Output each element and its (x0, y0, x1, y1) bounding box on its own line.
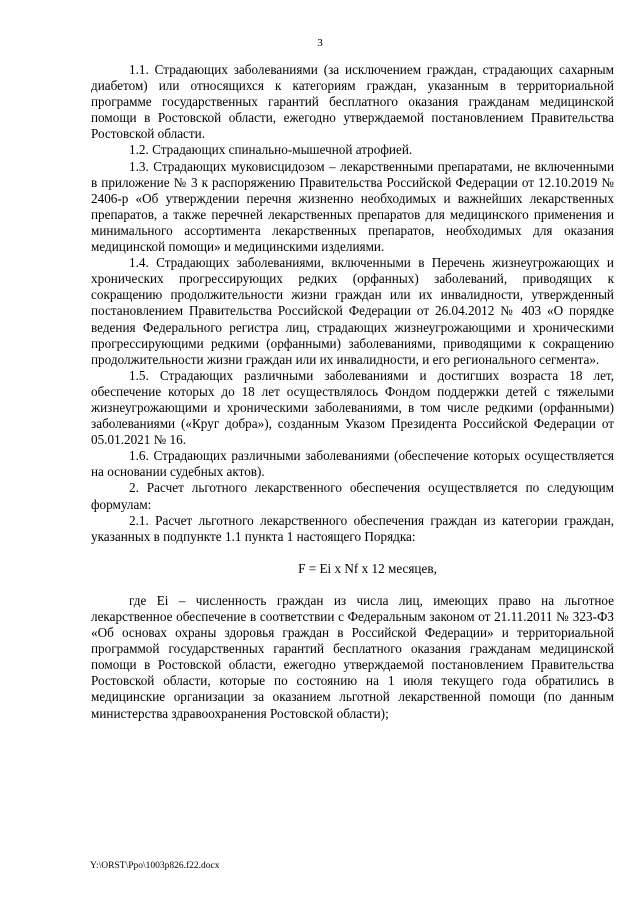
paragraph-2-1: 2.1. Расчет льготного лекарственного обеспечения граждан из категории граждан, указанных в подпункте 1.1 пункта 1 настоящего Порядка: (91, 512, 614, 544)
paragraph-1-1: 1.1. Страдающих заболеваниями (за исключением граждан, страдающих сахарным диабетом) или относящихся к категориям граждан, указанным в территориальной программе государственных гарантий бесплатного оказания гражданам медицинской помощи в Ростовской области, ежегодно утверждаемой постановлением Правительства Ростовской области. (91, 62, 614, 142)
paragraph-1-5: 1.5. Страдающих различными заболеваниями и достигших возраста 18 лет, обеспечение которых до 18 лет осуществлялось Фондом поддержки детей с тяжелыми жизнеугрожающими и хроническими заболеваниями, в том числе редкими (орфанными) заболеваниями («Круг добра»), созданным Указом Президента Российской Федерации от 05.01.2021 № 16. (91, 367, 614, 448)
paragraph-1-4: 1.4. Страдающих заболеваниями, включенными в Перечень жизнеугрожающих и хронических прогрессирующих редких (орфанных) заболеваний, приводящих к сокращению продолжительности жизни граждан или их инвалидности, утвержденный постановлением Правительства Российской Федерации от 26.04.2012 № 403 «О порядке ведения Федерального регистра лиц, страдающих жизнеугрожающими и хроническими прогрессирующими редкими (орфанными) заболеваниями, приводящими к сокращению продолжительности жизни граждан или их инвалидности, и его регионального сегмента». (91, 255, 614, 367)
file-path-footer: Y:\ORST\Ppo\1003p826.f22.docx (90, 861, 220, 871)
document-body (91, 62, 614, 722)
page-number: 3 (317, 37, 323, 49)
paragraph-1-6: 1.6. Страдающих различными заболеваниями (обеспечение которых осуществляется на основании судебных актов). (91, 448, 614, 480)
paragraph-1-2: 1.2. Страдающих спинально-мышечной атрофией. (129, 142, 413, 158)
paragraph-where-ei: где Ei – численность граждан из числа лиц, имеющих право на льготное лекарственное обеспечение в соответствии с Федеральным законом от 21.11.2011 № 323-ФЗ «Об основах охраны здоровья граждан в Российской Федерации» и территориальной программой государственных гарантий бесплатного оказания гражданам медицинской помощи в Ростовской области, ежегодно утверждаемой постановлением Правительства Ростовской области, которые по состоянию на 1 июля текущего года обратились в медицинские организации за оказанием льготной лекарственной помощи (по данным министерства здравоохранения Ростовской области); (91, 592, 614, 721)
paragraph-2: 2. Расчет льготного лекарственного обеспечения осуществляется по следующим формулам: (91, 480, 614, 512)
formula: F = Ei x Nf x 12 месяцев, (298, 560, 437, 576)
paragraph-1-3: 1.3. Страдающих муковисцидозом – лекарственными препаратами, не включенными в приложение № 3 к распоряжению Правительства Российской Федерации от 12.10.2019 № 2406-р «Об утверждении перечня жизненно необходимых и важнейших лекарственных препаратов, а также перечней лекарственных препаратов для медицинского применения и минимального ассортимента лекарственных препаратов, необходимых для оказания медицинской помощи» и медицинскими изделиями. (91, 158, 614, 255)
